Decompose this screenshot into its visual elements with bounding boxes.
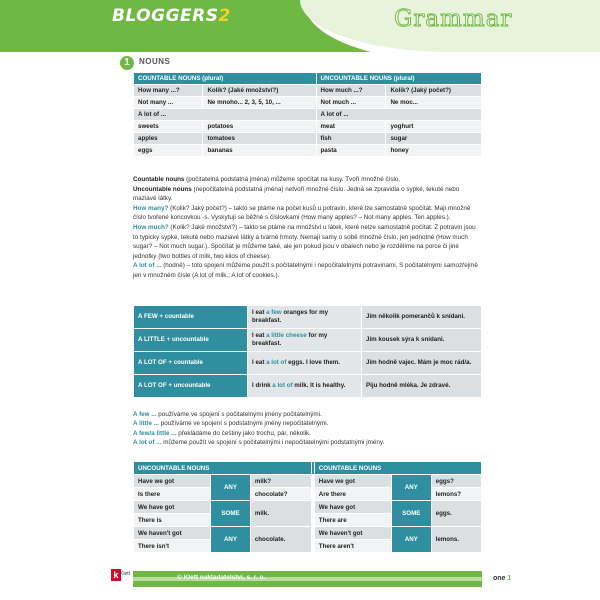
- table-cell: A lot of ...: [134, 109, 316, 120]
- note-line: A few/a little ... překládáme do češtiny jako trochu, pár, několik.: [133, 429, 311, 437]
- table-header: UNCOUNTABLE NOUNS (plural): [317, 73, 481, 84]
- table-cell: Ne moc...: [386, 97, 481, 108]
- czech-translation: Jím několik pomerančů k snídani.: [362, 306, 481, 328]
- noun-cell: milk.: [251, 501, 311, 526]
- paragraph-line: Uncountable nouns (nepočitatelná podstatná jména) netvoří množné číslo. Jedná se zpravidla o sypké, tekuté nebo maziavé látky.: [133, 185, 460, 203]
- phrase-cell: Have we got: [134, 475, 210, 487]
- noun-cell: chocolate.: [251, 527, 311, 552]
- table-cell: yoghurt: [386, 121, 481, 132]
- noun-cell: eggs?: [432, 475, 481, 487]
- quantifier-cell: SOME: [392, 501, 431, 526]
- czech-translation: Jím kousek sýra k snídani.: [362, 329, 481, 351]
- phrase-cell: Have we got: [315, 475, 391, 487]
- table-header: UNCOUNTABLE NOUNS: [134, 462, 311, 474]
- table-cell: How much ...?: [317, 85, 386, 96]
- english-example: I drink a lot of milk. It is healthy.: [248, 375, 361, 397]
- phrase-cell: There are: [315, 514, 391, 526]
- phrase-cell: We haven't got: [134, 527, 210, 539]
- paragraph-line: A lot of ... (hodně) – toto spojení můžeme použít s počitatelnými i nepočitatelnými potravinami. S počitatelnými samozřejmě jen v množném čísle (A lot of milk.; A lot of cookies.).: [133, 262, 478, 279]
- english-example: I eat a lot of eggs. I love them.: [248, 352, 361, 374]
- quantifier-cell: ANY: [392, 475, 431, 500]
- klett-logo-icon: k: [111, 569, 121, 581]
- quantifier-label: A FEW + countable: [134, 306, 247, 328]
- quantifier-cell: ANY: [211, 527, 250, 552]
- quantifier-label: A LOT OF + countable: [134, 352, 247, 374]
- usage-notes: [133, 410, 482, 448]
- noun-cell: eggs.: [432, 501, 481, 526]
- publisher-name: Klett: [120, 571, 131, 577]
- noun-cell: milk?: [251, 475, 311, 487]
- paragraph-line: How many? (Kolik? Jaký počet?) – takto se ptáme na počet kusů u potravin, které lze samostatně spočítat. Mají množné číslo tvořené koncovkou -s. Vyskytují se běžně s číslovkami (How many apples? – Not many apples. Ten apples.).: [133, 204, 471, 222]
- section-heading: NOUNS: [139, 57, 171, 66]
- page-number: one 1: [493, 575, 512, 582]
- table-cell: sweets: [134, 121, 202, 132]
- note-line: A little ... používáme ve spojení s podstatnými jmény nepočitatelnými.: [133, 420, 329, 428]
- footer-bar: [133, 571, 482, 587]
- table-cell: sugar: [386, 133, 481, 144]
- phrase-cell: There aren't: [315, 540, 391, 552]
- table-header: COUNTABLE NOUNS: [315, 462, 481, 474]
- english-example: I eat a few oranges for my breakfast.: [248, 306, 361, 328]
- table-cell: eggs: [134, 145, 202, 156]
- phrase-cell: We have got: [315, 501, 391, 513]
- phrase-cell: We have got: [134, 501, 210, 513]
- section-number: 1: [120, 56, 134, 70]
- table-header: COUNTABLE NOUNS (plural): [134, 73, 316, 84]
- table-cell: honey: [386, 145, 481, 156]
- table-cell: meat: [317, 121, 386, 132]
- table-cell: How many ...?: [134, 85, 202, 96]
- quantifier-cell: ANY: [392, 527, 431, 552]
- table-cell: fish: [317, 133, 386, 144]
- english-example: I eat a little cheese for my breakfast.: [248, 329, 361, 351]
- phrase-cell: There isn't: [134, 540, 210, 552]
- some-any-table: [133, 461, 482, 553]
- countable-uncountable-table: [133, 72, 482, 157]
- quantifier-cell: SOME: [211, 501, 250, 526]
- quantifier-label: A LOT OF + uncountable: [134, 375, 247, 397]
- quantifier-examples-table: [133, 305, 482, 398]
- note-line: A few ... používáme ve spojení s počitatelnými jmény počitatelnými.: [133, 411, 322, 418]
- table-cell: Not much ...: [317, 97, 386, 108]
- table-cell: Kolik? (Jaké množství?): [203, 85, 315, 96]
- paragraph-line: Countable nouns (počitatelná podstatná jména) můžeme spočítat na kusy. Tvoří množné číslo.: [133, 176, 401, 183]
- phrase-cell: Are there: [315, 488, 391, 500]
- note-line: A lot of ... můžeme použít ve spojení s počitatelnými i nepočitatelnými podstatnými jmény.: [133, 439, 385, 447]
- table-cell: apples: [134, 133, 202, 144]
- table-cell: bananas: [203, 145, 315, 156]
- quantifier-cell: ANY: [211, 475, 250, 500]
- czech-translation: Jím hodně vajec. Mám je moc rád/a.: [362, 352, 481, 374]
- table-cell: tomatoes: [203, 133, 315, 144]
- header-banner: [0, 0, 600, 52]
- section-title: Grammar: [394, 6, 513, 32]
- table-cell: potatoes: [203, 121, 315, 132]
- klett-logo: [109, 567, 135, 589]
- table-cell: Not many ...: [134, 97, 202, 108]
- bloggers-logo: BLOGGERS2: [112, 6, 231, 26]
- noun-cell: lemons.: [432, 527, 481, 552]
- phrase-cell: There is: [134, 514, 210, 526]
- phrase-cell: We haven't got: [315, 527, 391, 539]
- quantifier-label: A LITTLE + uncountable: [134, 329, 247, 351]
- table-cell: pasta: [317, 145, 386, 156]
- table-cell: A lot of ...: [317, 109, 481, 120]
- paragraph-line: How much? (Kolik? Jaké množství?) – takto se ptáme na množství u látek, které nelze samostatně počítat. Z potravin jsou to typicky sypké, tekuté nebo maziavé látky a tvárné hmoty. Nemají samy o sobě množné číslo, jen jednotné (How much sugar? – Not much sugar.). Spočítat je můžeme také, ale jen pokud jsou v obalech nebo je rozdělíme na porce či jiné jednotky (two bottles of milk, two kilos of cheese).: [133, 223, 476, 260]
- explanation-paragraph: [133, 175, 482, 281]
- noun-cell: lemons?: [432, 488, 481, 500]
- phrase-cell: Is there: [134, 488, 210, 500]
- table-cell: Kolik? (Jaký počet?): [386, 85, 481, 96]
- czech-translation: Piju hodně mléka. Je zdravé.: [362, 375, 481, 397]
- table-cell: Ne mnoho... 2, 3, 5, 10, ...: [203, 97, 315, 108]
- noun-cell: chocolate?: [251, 488, 311, 500]
- copyright-text: © Klett nakladatelství, s. r. o.: [177, 574, 266, 581]
